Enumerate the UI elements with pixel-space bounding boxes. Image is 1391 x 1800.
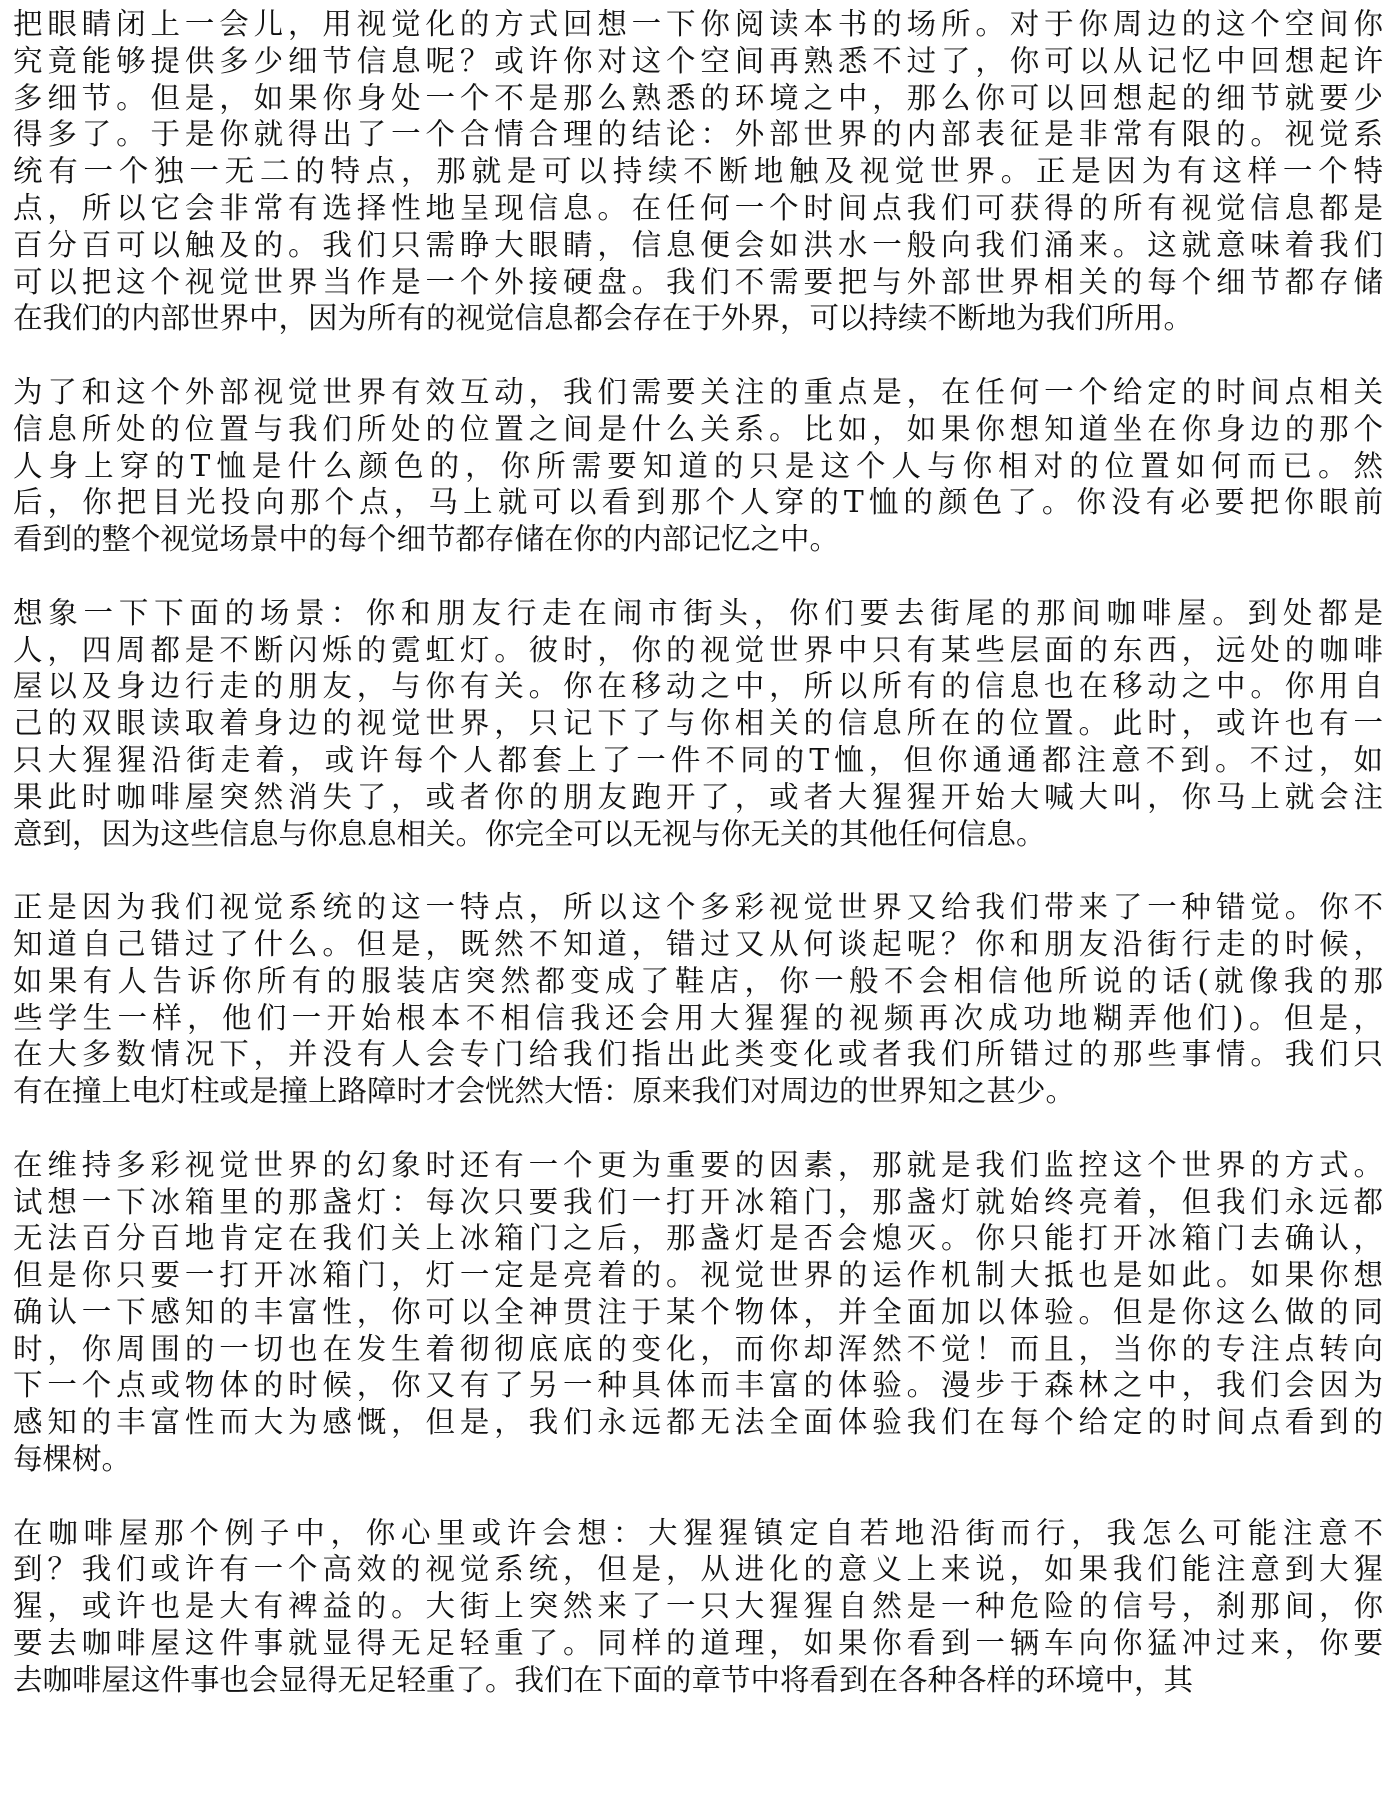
text-line: 试想一下冰箱里的那盏灯：每次只要我们一打开冰箱门，那盏灯就始终亮着，但我们永远都 xyxy=(13,1184,1383,1219)
text-line: 后，你把目光投向那个点，马上就可以看到那个人穿的T恤的颜色了。你没有必要把你眼前 xyxy=(13,485,1383,520)
text-line: 每棵树。 xyxy=(13,1442,132,1477)
text-line: 猩，或许也是大有裨益的。大街上突然来了一只大猩猩自然是一种危险的信号，刹那间，你 xyxy=(13,1589,1383,1624)
text-line: 信息所处的位置与我们所处的位置之间是什么关系。比如，如果你想知道坐在你身边的那个 xyxy=(13,411,1383,446)
text-line: 要去咖啡屋这件事就显得无足轻重了。同样的道理，如果你看到一辆车向你猛冲过来，你要 xyxy=(13,1626,1383,1661)
text-line: 人身上穿的T恤是什么颜色的，你所需要知道的只是这个人与你相对的位置如何而已。然 xyxy=(13,448,1383,483)
text-line: 有在撞上电灯柱或是撞上路障时才会恍然大悟：原来我们对周边的世界知之甚少。 xyxy=(13,1074,1076,1109)
text-line: 只大猩猩沿街走着，或许每个人都套上了一件不同的T恤，但你通通都注意不到。不过，如 xyxy=(13,742,1383,777)
paragraph-2 xyxy=(13,374,1383,558)
text-line: 在维持多彩视觉世界的幻象时还有一个更为重要的因素，那就是我们监控这个世界的方式。 xyxy=(13,1147,1383,1182)
text-line: 确认一下感知的丰富性，你可以全神贯注于某个物体，并全面加以体验。但是你这么做的同 xyxy=(13,1294,1383,1329)
text-line: 去咖啡屋这件事也会显得无足轻重了。我们在下面的章节中将看到在各种各样的环境中，其 xyxy=(13,1662,1194,1697)
text-line: 可以把这个视觉世界当作是一个外接硬盘。我们不需要把与外部世界相关的每个细节都存储 xyxy=(13,264,1383,299)
text-line: 知道自己错过了什么。但是，既然不知道，错过又从何谈起呢？你和朋友沿街行走的时候， xyxy=(13,926,1383,961)
text-line: 感知的丰富性而大为感慨，但是，我们永远都无法全面体验我们在每个给定的时间点看到的 xyxy=(13,1405,1383,1440)
text-line: 把眼睛闭上一会儿，用视觉化的方式回想一下你阅读本书的场所。对于你周边的这个空间你 xyxy=(13,7,1383,41)
paragraph-1 xyxy=(13,6,1383,337)
text-line: 想象一下下面的场景：你和朋友行走在闹市街头，你们要去街尾的那间咖啡屋。到处都是 xyxy=(13,595,1383,630)
text-line: 果此时咖啡屋突然消失了，或者你的朋友跑开了，或者大猩猩开始大喊大叫，你马上就会注 xyxy=(13,779,1383,814)
paragraph-5 xyxy=(13,1147,1383,1478)
text-line: 屋以及身边行走的朋友，与你有关。你在移动之中，所以所有的信息也在移动之中。你用自 xyxy=(13,669,1383,704)
text-line: 在我们的内部世界中，因为所有的视觉信息都会存在于外界，可以持续不断地为我们所用。 xyxy=(13,301,1194,336)
text-line: 在咖啡屋那个例子中，你心里或许会想：大猩猩镇定自若地沿街而行，我怎么可能注意不 xyxy=(13,1515,1383,1550)
text-line: 意到，因为这些信息与你息息相关。你完全可以无视与你无关的其他任何信息。 xyxy=(13,816,1046,851)
text-line: 人，四周都是不断闪烁的霓虹灯。彼时，你的视觉世界中只有某些层面的东西，远处的咖啡 xyxy=(13,632,1383,667)
text-line: 为了和这个外部视觉世界有效互动，我们需要关注的重点是，在任何一个给定的时间点相关 xyxy=(13,374,1383,409)
text-line: 正是因为我们视觉系统的这一特点，所以这个多彩视觉世界又给我们带来了一种错觉。你不 xyxy=(13,890,1383,925)
text-line: 无法百分百地肯定在我们关上冰箱门之后，那盏灯是否会熄灭。你只能打开冰箱门去确认， xyxy=(13,1221,1383,1256)
text-line: 己的双眼读取着身边的视觉世界，只记下了与你相关的信息所在的位置。此时，或许也有一 xyxy=(13,706,1383,741)
book-page xyxy=(13,6,1383,1735)
paragraph-6 xyxy=(13,1515,1383,1699)
paragraph-4 xyxy=(13,889,1383,1110)
text-line: 下一个点或物体的时候，你又有了另一种具体而丰富的体验。漫步于森林之中，我们会因为 xyxy=(13,1368,1383,1403)
text-line: 百分百可以触及的。我们只需睁大眼睛，信息便会如洪水一般向我们涌来。这就意味着我们 xyxy=(13,227,1383,262)
paragraph-3 xyxy=(13,595,1383,853)
text-line: 多细节。但是，如果你身处一个不是那么熟悉的环境之中，那么你可以回想起的细节就要少 xyxy=(13,80,1383,115)
text-line: 在大多数情况下，并没有人会专门给我们指出此类变化或者我们所错过的那些事情。我们只 xyxy=(13,1037,1383,1072)
text-line: 但是你只要一打开冰箱门，灯一定是亮着的。视觉世界的运作机制大抵也是如此。如果你想 xyxy=(13,1258,1383,1293)
text-line: 看到的整个视觉场景中的每个细节都存储在你的内部记忆之中。 xyxy=(13,522,840,557)
text-line: 究竟能够提供多少细节信息呢？或许你对这个空间再熟悉不过了，你可以从记忆中回想起许 xyxy=(13,43,1383,78)
text-line: 统有一个独一无二的特点，那就是可以持续不断地触及视觉世界。正是因为有这样一个特 xyxy=(13,154,1383,189)
text-line: 得多了。于是你就得出了一个合情合理的结论：外部世界的内部表征是非常有限的。视觉系 xyxy=(13,117,1383,152)
text-line: 如果有人告诉你所有的服装店突然都变成了鞋店，你一般不会相信他所说的话(就像我的那 xyxy=(13,963,1383,998)
text-line: 点，所以它会非常有选择性地呈现信息。在任何一个时间点我们可获得的所有视觉信息都是 xyxy=(13,190,1383,225)
text-line: 些学生一样，他们一开始根本不相信我还会用大猩猩的视频再次成功地糊弄他们)。但是， xyxy=(13,1000,1383,1035)
text-line: 到？我们或许有一个高效的视觉系统，但是，从进化的意义上来说，如果我们能注意到大猩 xyxy=(13,1552,1383,1587)
text-line: 时，你周围的一切也在发生着彻彻底底的变化，而你却浑然不觉！而且，当你的专注点转向 xyxy=(13,1331,1383,1366)
